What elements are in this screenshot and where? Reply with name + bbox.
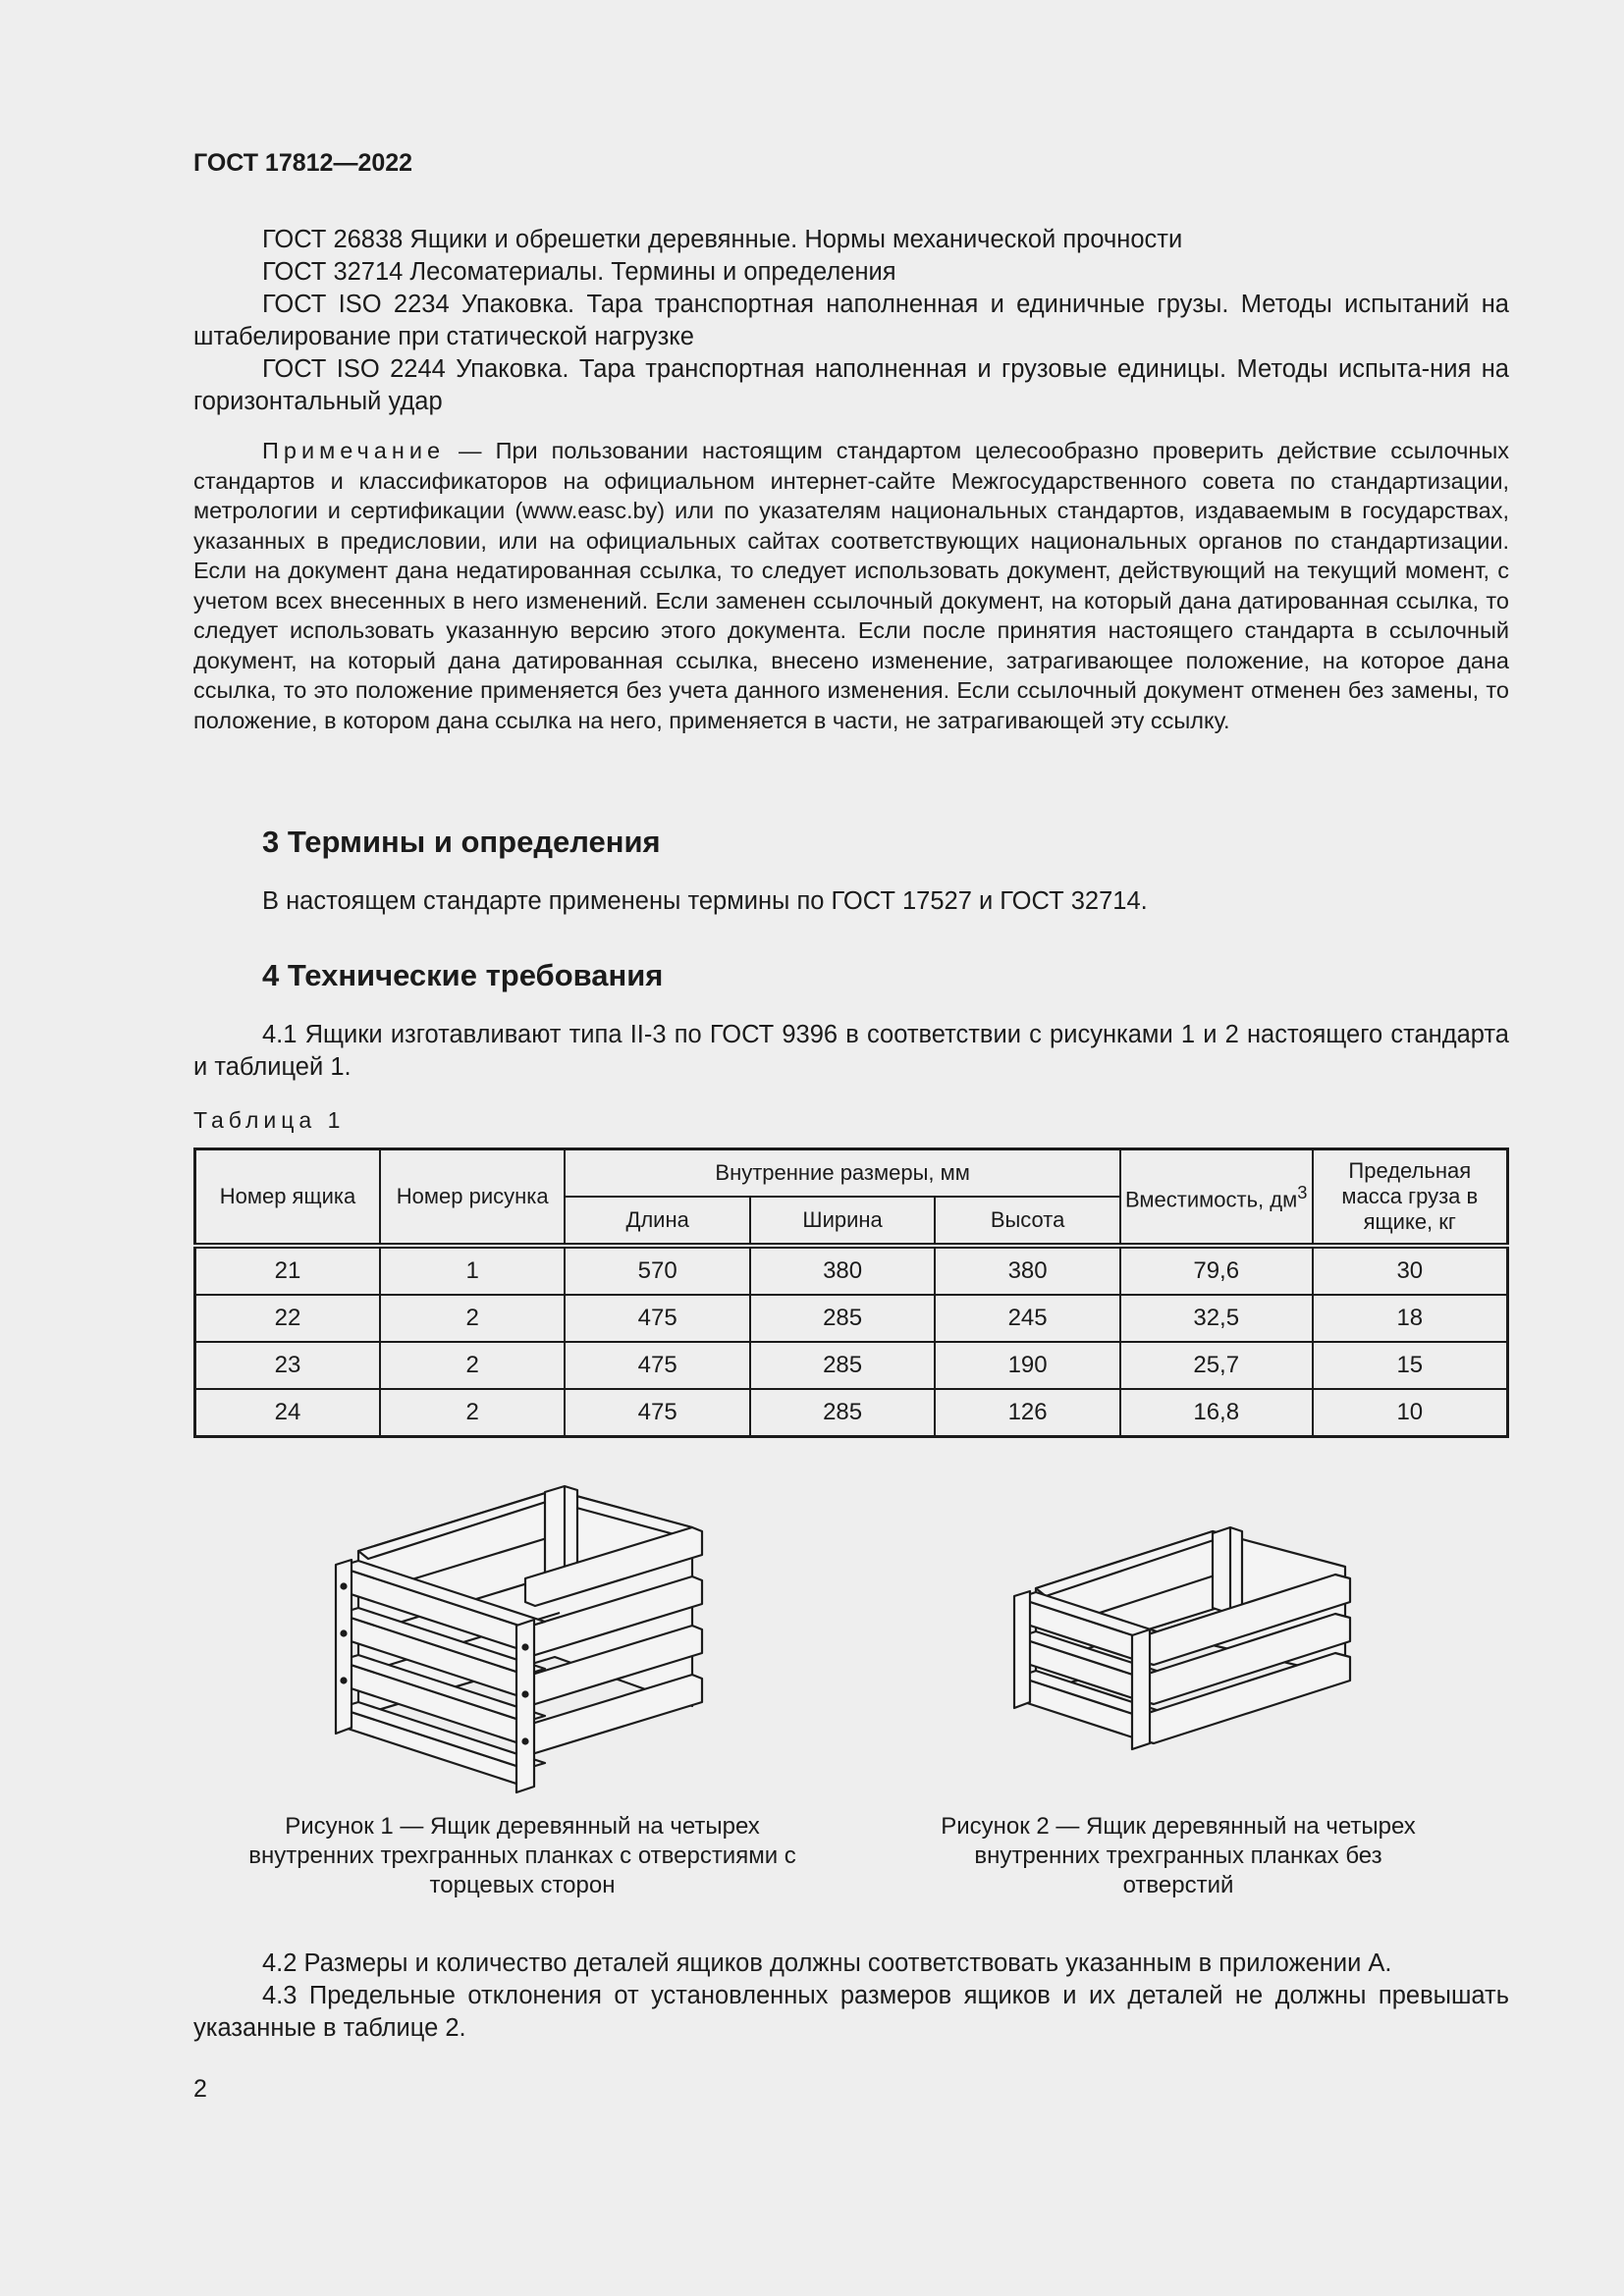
header-capacity <box>1120 1149 1313 1247</box>
table-cell: 190 <box>935 1342 1119 1389</box>
table-cell: 1 <box>380 1246 566 1295</box>
table-cell: 285 <box>750 1342 936 1389</box>
header-width: Ширина <box>750 1197 936 1246</box>
reference-item: ГОСТ 26838 Ящики и обрешетки деревянные. Нормы механической прочности <box>262 226 1183 253</box>
table-cell: 15 <box>1313 1342 1508 1389</box>
dimensions-table <box>193 1148 1509 1438</box>
reference-item: ГОСТ ISO 2234 Упаковка. Тара транспортная наполненная и единичные грузы. Методы испытаний на штабелирование при статической нагрузке <box>193 291 1509 350</box>
table-cell: 2 <box>380 1295 566 1342</box>
table-cell: 79,6 <box>1120 1246 1313 1295</box>
header-capacity-text: Вместимость, дм <box>1124 1187 1298 1212</box>
header-box-number: Номер ящика <box>195 1149 380 1247</box>
reference-item: ГОСТ 32714 Лесоматериалы. Термины и определения <box>262 258 896 286</box>
section-3-text: В настоящем стандарте применены термины по ГОСТ 17527 и ГОСТ 32714. <box>262 887 1148 915</box>
crate-figure-2 <box>1006 1520 1360 1755</box>
figure-1-caption: Рисунок 1 — Ящик деревянный на четырех внутренних трехгранных планках с отверстиями с торцевых сторон <box>248 1813 796 1898</box>
paragraph-4-3: 4.3 Предельные отклонения от установленных размеров ящиков и их деталей не должны превышать указанные в таблице 2. <box>193 1982 1509 2042</box>
table-cell: 475 <box>565 1295 749 1342</box>
table-cell: 32,5 <box>1120 1295 1313 1342</box>
reference-item: ГОСТ ISO 2244 Упаковка. Тара транспортная наполненная и грузовые единицы. Методы испыта-ния на горизонтальный удар <box>193 355 1509 415</box>
table-cell: 285 <box>750 1389 936 1437</box>
table-caption: Таблица 1 <box>193 1107 346 1133</box>
page-number: 2 <box>193 2075 207 2103</box>
table-cell: 475 <box>565 1389 749 1437</box>
table-row <box>195 1342 1508 1389</box>
section-3-title: 3 Термины и определения <box>262 825 661 859</box>
table-cell: 380 <box>750 1246 936 1295</box>
table-cell: 10 <box>1313 1389 1508 1437</box>
table-cell: 21 <box>195 1246 380 1295</box>
section-4-continued <box>193 1948 1509 2045</box>
header-height: Высота <box>935 1197 1119 1246</box>
table-row <box>195 1389 1508 1437</box>
table-cell: 22 <box>195 1295 380 1342</box>
header-length: Длина <box>565 1197 749 1246</box>
crate-figure-1 <box>324 1480 717 1794</box>
note-block <box>193 436 1509 735</box>
table-cell: 24 <box>195 1389 380 1437</box>
document-header: ГОСТ 17812—2022 <box>193 149 413 177</box>
table-row <box>195 1295 1508 1342</box>
table-cell: 30 <box>1313 1246 1508 1295</box>
table-cell: 285 <box>750 1295 936 1342</box>
header-inner-dimensions: Внутренние размеры, мм <box>565 1149 1119 1198</box>
table-cell: 570 <box>565 1246 749 1295</box>
section-3-body <box>193 885 1509 918</box>
table-cell: 245 <box>935 1295 1119 1342</box>
table-cell: 16,8 <box>1120 1389 1313 1437</box>
note-text: — При пользовании настоящим стандартом целесообразно проверить действие ссылочных стандартов и классификаторов на официальном интернет-сайте Межгосударственного совета по стандартизации, метрологии и сертификации (www.easc.by) или по указателям национальных стандартов, издаваемым в государствах, указанных в предисловии, или на официальных сайтах соответствующих национальных органов по стандартизации. Если на документ дана недатированная ссылка, то следует использовать документ, действующий на текущий момент, с учетом всех внесенных в него изменений. Если заменен ссылочный документ, на который дана датированная ссылка, то следует использовать указанную версию этого документа. Если после принятия настоящего стандарта в ссылочный документ, на который дана датированная ссылка, внесено изменение, затрагивающее положение, на которое дана ссылка, то это положение применяется без учета данного изменения. Если ссылочный документ отменен без замены, то положение, в котором дана ссылка на него, применяется в части, не затрагивающей эту ссылку. <box>193 438 1509 733</box>
table-cell: 475 <box>565 1342 749 1389</box>
table-cell: 2 <box>380 1342 566 1389</box>
table-cell: 380 <box>935 1246 1119 1295</box>
normative-references <box>193 224 1509 418</box>
table-row <box>195 1246 1508 1295</box>
header-max-mass: Предельная масса груза в ящике, кг <box>1313 1149 1508 1247</box>
header-figure-number: Номер рисунка <box>380 1149 566 1247</box>
crate-2-corner-post <box>1213 1527 1242 1614</box>
note-label: Примечание <box>262 438 446 463</box>
section-4-title: 4 Технические требования <box>262 958 664 992</box>
header-capacity-sup: 3 <box>1297 1182 1308 1203</box>
section-4-body <box>193 1019 1509 1084</box>
table-cell: 126 <box>935 1389 1119 1437</box>
figure-2-caption: Рисунок 2 — Ящик деревянный на четырех внутренних трехгранных планках без отверстий <box>941 1813 1416 1898</box>
paragraph-4-1: 4.1 Ящики изготавливают типа II-3 по ГОСТ 9396 в соответствии с рисунками 1 и 2 настоящего стандарта и таблицей 1. <box>193 1021 1509 1081</box>
table-cell: 2 <box>380 1389 566 1437</box>
paragraph-4-2: 4.2 Размеры и количество деталей ящиков должны соответствовать указанным в приложении А. <box>262 1949 1392 1977</box>
table-cell: 25,7 <box>1120 1342 1313 1389</box>
note-paragraph <box>193 436 1509 735</box>
table-cell: 18 <box>1313 1295 1508 1342</box>
table-cell: 23 <box>195 1342 380 1389</box>
